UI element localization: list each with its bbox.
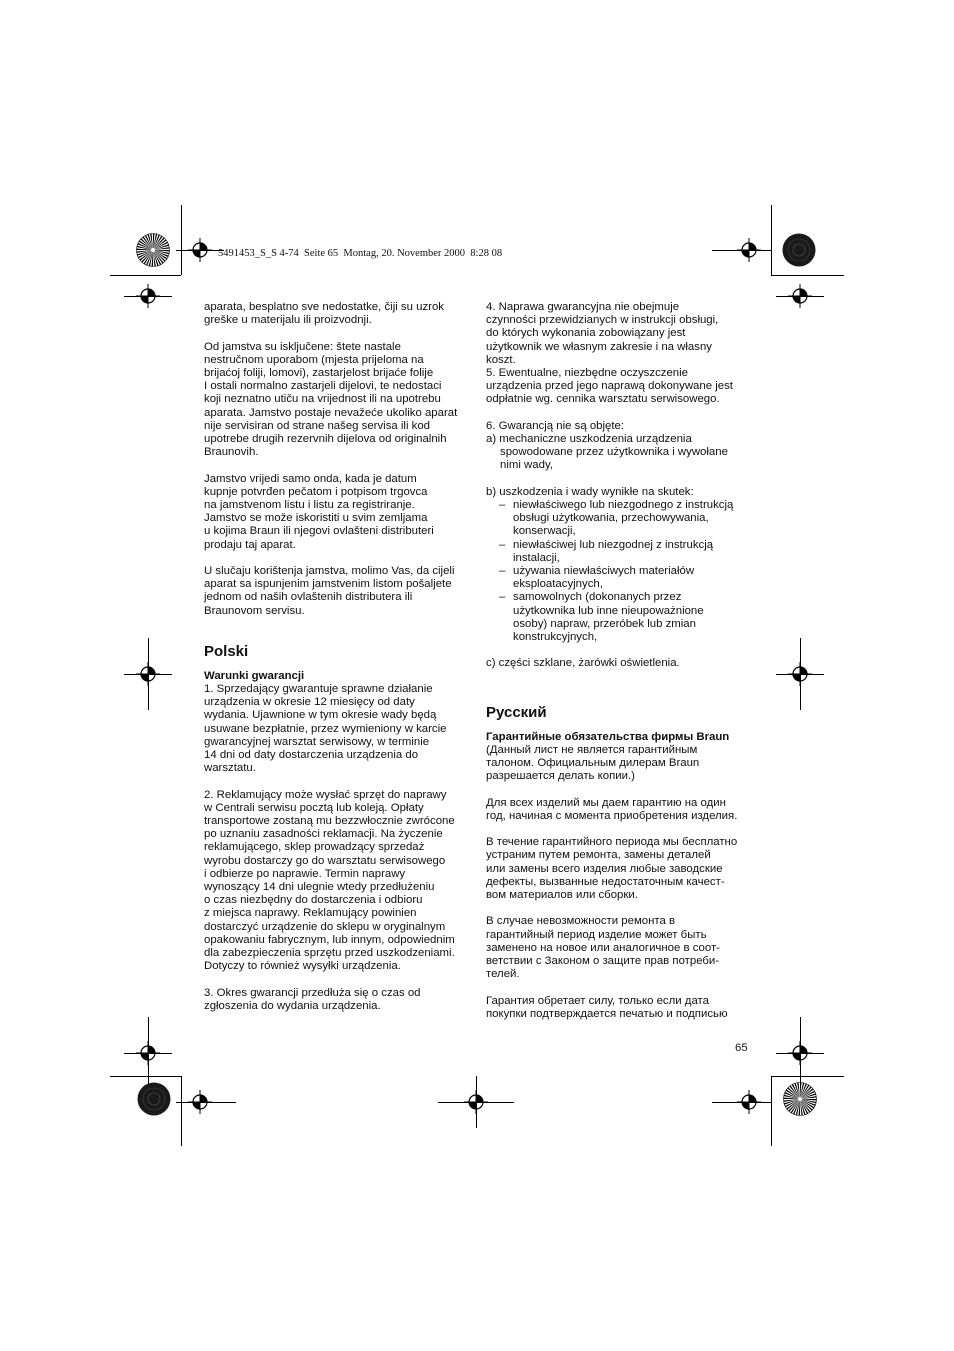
text-line: transportowe zostaną mu bezzwłocznie zwrócone (204, 815, 455, 828)
right-column (486, 301, 761, 1021)
text-line: urządzenia w okresie 12 miesięcy od daty (204, 696, 415, 709)
print-header: 5491453_S_S 4-74 Seite 65 Montag, 20. November 2000 8:28 08 (218, 248, 503, 259)
text-line: z miejsca naprawy. Reklamujący powinien (204, 907, 417, 920)
text-line: ветствии с Законом о защите прав потреби- (486, 955, 720, 968)
text-line: dostarczyć urządzenie do sklepu w oryginalnym (204, 920, 446, 933)
text-line: wynoszący 14 dni ulegnie wtedy przedłużeniu (204, 881, 435, 894)
text-line: заменено на новое или аналогичное в соот- (486, 941, 720, 954)
dash-list-item (486, 591, 761, 644)
dash-bullet: – (499, 565, 506, 578)
text-line: aparata. Jamstvo postaje nevažeće ukoliko aparat (204, 406, 458, 419)
text-line: eksploatacyjnych, (513, 578, 603, 591)
paragraph-ru-2 (486, 836, 761, 902)
text-line: В случае невозможности ремонта в (486, 915, 676, 928)
text-line: Jamstvo vrijedi samo onda, kada je datum (204, 472, 417, 485)
text-line: niewłaściwego lub niezgodnego z instrukcją (513, 499, 734, 512)
text-line: dla zabezpieczenia sprzętu przed uszkodzeniami. (204, 947, 455, 960)
text-line: wydania. Ujawnione w tym okresie wady będą (204, 709, 437, 722)
dash-list-item (486, 499, 761, 539)
dash-item-text (513, 539, 761, 565)
text-line: konserwacji, (513, 525, 576, 538)
text-line: Гарантия обретает силу, только если дата (486, 994, 709, 1007)
text-line: покупки подтверждается печатью и подписью (486, 1007, 728, 1020)
text-line: reklamującego, sklep prowadzący sprzedaż (204, 841, 425, 854)
text-line: greške u materijalu ili proizvodnji. (204, 314, 372, 327)
dash-item-text (513, 591, 761, 644)
starburst-calibration-icon (136, 233, 170, 267)
text-line: Dotyczy to również wysyłki urządzenia. (204, 960, 401, 973)
text-line: u kojima Braun ili njegovi ovlašteni distributeri (204, 525, 434, 538)
text-line: obsługi użytkowania, przechowywania, (513, 512, 709, 525)
text-line: osoby) napraw, przeróbek lub zmian (513, 617, 696, 630)
text-line: nije servisiran od strane našeg servisa ili kod (204, 419, 431, 432)
text-line: aparata, besplatno sve nedostatke, čiji su uzrok (204, 301, 444, 313)
paragraph-validity (204, 473, 474, 552)
text-line: upotrebe drugih rezervnih dijelova od originalnih (204, 433, 447, 446)
dark-calibration-disc-icon (782, 233, 816, 267)
text-line: wyrobu dostarczy go do warsztatu serwisowego (204, 854, 446, 867)
paragraph-pl-5 (486, 367, 761, 407)
text-line: na jamstvenom listu i listu za registriranje. (204, 499, 415, 512)
text-line: po uznaniu zasadności reklamacji. Na życzenie (204, 828, 443, 841)
text-line: opakowaniu fabrycznym, lub innym, odpowiednim (204, 933, 455, 946)
text-line: do których wykonania zobowiązany jest (486, 327, 686, 340)
text-line: zgłoszenia do wydania urządzenia. (204, 999, 381, 1012)
text-line: w Centrali serwisu pocztą lub koleją. Opłaty (204, 801, 424, 814)
text-line: koszt. (486, 353, 516, 366)
text-line: 14 dni od daty dostarczenia urządzenia do (204, 749, 419, 762)
text-line: niewłaściwej lub niezgodnej z instrukcją (513, 538, 714, 551)
section-heading-russian: Русский (486, 703, 547, 721)
dash-bullet: – (499, 591, 506, 604)
text-line: 2. Reklamujący może wysłać sprzęt do naprawy (204, 788, 447, 801)
text-line: I ostali normalno zastarjeli dijelovi, te nedostaci (204, 380, 442, 393)
text-line: użytkownika lub inne nieupoważnione (513, 604, 704, 617)
text-line: год, начиная с момента приобретения изделия. (486, 809, 738, 822)
text-line: urządzenia przed jego naprawą dokonywane jest (486, 380, 733, 393)
text-line: o czas niezbędny do dostarczenia i odbioru (204, 894, 423, 907)
dash-item-text (513, 499, 761, 539)
left-column (204, 301, 474, 1013)
paragraph-ru-4 (486, 995, 761, 1021)
text-line: Для всех изделий мы даем гарантию на один (486, 796, 726, 809)
text-line: kupnje potvrđen pečatom i potpisom trgovca (204, 485, 428, 498)
text-line: prodaju taj aparat. (204, 538, 296, 551)
text-line: warsztatu. (204, 762, 256, 775)
text-line: гарантийный период изделие может быть (486, 928, 707, 941)
item-pl-6c: c) części szklane, żarówki oświetlenia. (486, 657, 680, 670)
text-line: Jamstvo se može iskoristiti u svim zemljama (204, 512, 428, 525)
item-pl-6b: b) uszkodzenia i wady wynikłe na skutek: (486, 485, 694, 498)
paragraph-pl-2 (204, 789, 474, 974)
text-line: дефекты, вызванные недостаточным качест- (486, 875, 725, 888)
item-pl-6a: a) mechaniczne uszkodzenia urządzenia (486, 433, 692, 446)
text-line: usuwane bezpłatnie, przez wymieniony w karcie (204, 722, 447, 735)
dash-bullet: – (499, 538, 506, 551)
text-line: разрешается делать копии.) (486, 770, 635, 783)
text-line: U slučaju korištenja jamstva, molimo Vas, da cijeli (204, 565, 455, 578)
text-line: koji neznatno utiču na vrijednost ili na upotrebu (204, 393, 441, 406)
text-line: Braunovom servisu. (204, 604, 305, 617)
text-line: nimi wady, (500, 459, 553, 472)
text-line: устраним путем ремонта, замены деталей (486, 849, 711, 862)
text-line: (Данный лист не является гарантийным (486, 743, 698, 756)
paragraph-claim-procedure (204, 565, 474, 618)
text-line: вом материалов или сборки. (486, 889, 638, 902)
subheading-warunki-gwarancji: Warunki gwarancji (204, 669, 305, 682)
text-line: używania niewłaściwych materiałów (513, 565, 695, 578)
dark-calibration-disc-icon (137, 1082, 171, 1116)
text-line: Od jamstva su isključene: štete nastale (204, 340, 401, 353)
item-pl-6a-continuation (486, 446, 761, 472)
text-line: Braunovih. (204, 446, 259, 459)
paragraph-ru-1 (486, 797, 761, 823)
paragraph-pl-1 (204, 683, 474, 775)
paragraph-warranty-scope (204, 301, 474, 327)
text-line: aparat sa ispunjenim jamstvenim listom pošaljete (204, 578, 452, 591)
paragraph-pl-4 (486, 301, 761, 367)
text-line: brijaćoj foliji, lomovi), zastarjelost brijaće folije (204, 367, 434, 379)
text-line: spowodowane przez użytkownika i wywołane (500, 446, 728, 459)
text-line: samowolnych (dokonanych przez (513, 591, 682, 604)
text-line: i odbierze po naprawie. Termin naprawy (204, 867, 406, 880)
text-line: В течение гарантийного периода мы бесплатно (486, 836, 738, 849)
dash-list-item (486, 539, 761, 565)
text-line: 1. Sprzedający gwarantuje sprawne działanie (204, 683, 433, 696)
paragraph-ru-0 (486, 744, 761, 784)
starburst-calibration-icon (783, 1082, 817, 1116)
text-line: телей. (486, 968, 520, 981)
dash-item-text (513, 565, 761, 591)
text-line: 3. Okres gwarancji przedłuża się o czas od (204, 986, 421, 999)
text-line: nestručnom uporabom (mjesta prijeloma na (204, 353, 424, 366)
text-line: czynności przewidzianych w instrukcji obsługi, (486, 314, 719, 327)
text-line: jednom od naših ovlaštenih distributera ili (204, 591, 413, 604)
text-line: odpłatnie wg. cennika warsztatu serwisowego. (486, 393, 720, 406)
dash-bullet: – (499, 499, 506, 512)
text-line: instalacji, (513, 551, 560, 564)
subheading-braun-warranty: Гарантийные обязательства фирмы Braun (486, 730, 730, 743)
dash-list-item (486, 565, 761, 591)
paragraph-pl-6-intro: 6. Gwarancją nie są objęte: (486, 419, 625, 432)
dash-list (486, 499, 761, 644)
text-line: талоном. Официальным дилерам Braun (486, 757, 700, 770)
section-heading-polski: Polski (204, 642, 249, 660)
paragraph-ru-3 (486, 915, 761, 981)
text-line: gwarancyjnej warsztat serwisowy, w terminie (204, 735, 430, 748)
page-number: 65 (735, 1042, 748, 1054)
text-line: или замены всего изделия любые заводские (486, 862, 723, 875)
text-line: konstrukcyjnych, (513, 631, 598, 644)
text-line: użytkownik we własnym zakresie i na własny (486, 340, 712, 353)
text-line: 5. Ewentualne, niezbędne oczyszczenie (486, 367, 688, 380)
paragraph-pl-3 (204, 987, 474, 1013)
paragraph-exclusions (204, 341, 474, 460)
text-line: 4. Naprawa gwarancyjna nie obejmuje (486, 301, 680, 313)
